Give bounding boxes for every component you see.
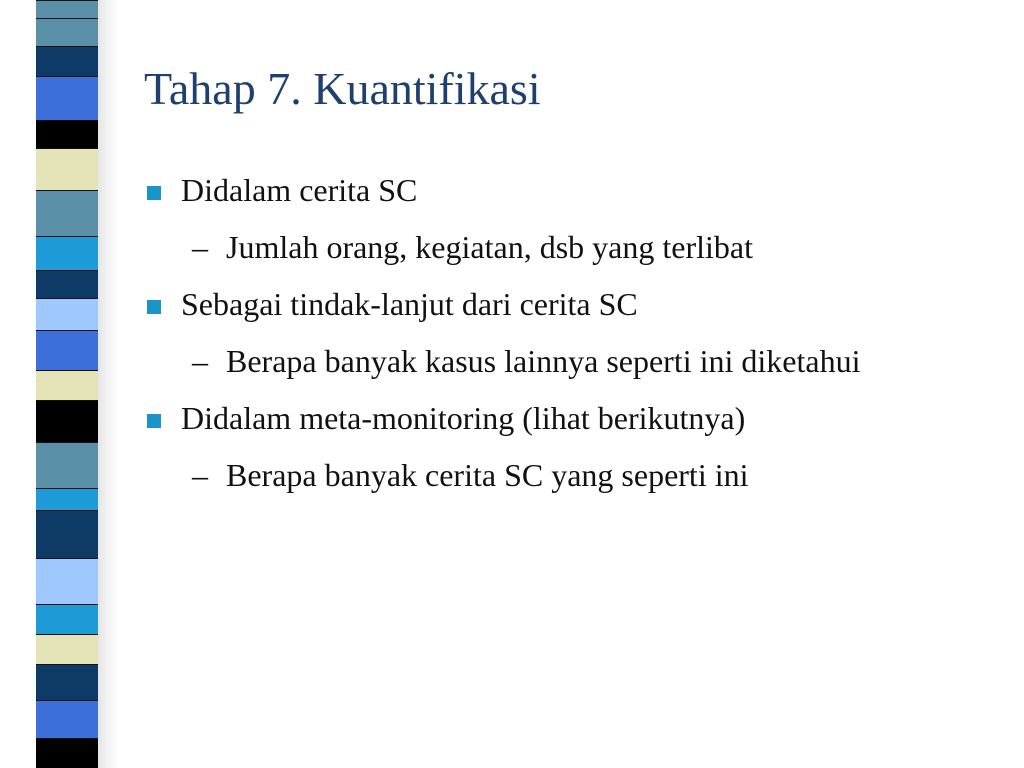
stripe-band	[36, 510, 98, 558]
bullet-text: Didalam meta-monitoring (lihat berikutnya)	[181, 400, 746, 436]
dash-marker: –	[192, 457, 208, 493]
dash-marker: –	[192, 343, 208, 379]
square-bullet-icon	[147, 186, 161, 200]
sub-bullet-text: Berapa banyak kasus lainnya seperti ini diketahui	[226, 343, 861, 379]
bullet-list	[144, 170, 1004, 512]
bullet-item	[144, 284, 1004, 324]
sub-bullet-item	[144, 227, 1004, 267]
stripe-band	[36, 46, 98, 76]
sub-bullet-text: Jumlah orang, kegiatan, dsb yang terlibat	[226, 229, 753, 265]
sub-bullet-item	[144, 341, 1004, 381]
stripe-band	[36, 488, 98, 510]
stripe-band	[36, 400, 98, 442]
stripe-band	[36, 634, 98, 664]
stripe-band	[36, 120, 98, 148]
bullet-item	[144, 398, 1004, 438]
stripe-band	[36, 330, 98, 370]
stripe-band	[36, 700, 98, 738]
square-bullet-icon	[147, 300, 161, 314]
stripe-band	[36, 0, 98, 18]
square-bullet-icon	[147, 414, 161, 428]
stripe-band	[36, 190, 98, 236]
bullet-text: Sebagai tindak-lanjut dari cerita SC	[181, 286, 638, 322]
stripe-band	[36, 370, 98, 400]
stripe-band	[36, 604, 98, 634]
stripe-band	[36, 270, 98, 298]
stripe-band	[36, 148, 98, 190]
stripe-band	[36, 76, 98, 120]
stripe-band	[36, 664, 98, 700]
stripe-band	[36, 442, 98, 488]
sub-bullet-item	[144, 455, 1004, 495]
stripe-band	[36, 236, 98, 270]
decorative-stripe	[36, 0, 98, 768]
slide-title: Tahap 7. Kuantifikasi	[144, 63, 541, 114]
bullet-text: Didalam cerita SC	[181, 172, 418, 208]
stripe-band	[36, 18, 98, 46]
stripe-band	[36, 738, 98, 768]
dash-marker: –	[192, 229, 208, 265]
sub-bullet-text: Berapa banyak cerita SC yang seperti ini	[226, 457, 749, 493]
stripe-band	[36, 558, 98, 604]
bullet-item	[144, 170, 1004, 210]
stripe-band	[36, 298, 98, 330]
